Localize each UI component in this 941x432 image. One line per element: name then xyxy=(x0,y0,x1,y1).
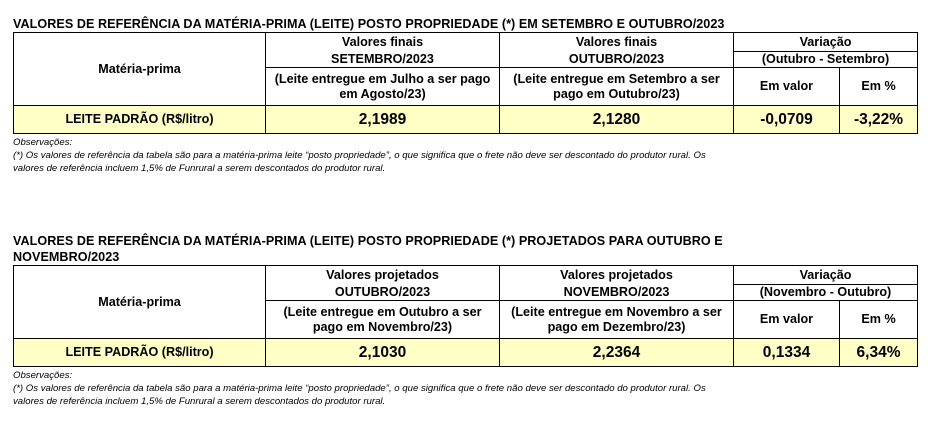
row-label: LEITE PADRÃO (R$/litro) xyxy=(14,339,266,367)
header-col2-note: (Leite entregue em Novembro a ser pago em Dezembro/23) xyxy=(500,301,734,339)
reference-table xyxy=(13,32,918,134)
header-materia-prima: Matéria-prima xyxy=(14,266,266,339)
row-var-pct: 6,34% xyxy=(840,339,918,367)
header-col2-title: Valores projetados xyxy=(500,266,734,285)
obs-title: Observações: xyxy=(13,370,73,381)
header-em-valor: Em valor xyxy=(734,301,840,339)
row-label: LEITE PADRÃO (R$/litro) xyxy=(14,106,266,134)
obs-line1: (*) Os valores de referência da tabela são para a matéria-prima leite “posto propriedade”, o que significa que o frete não deve ser descontado do produtor rural. Os xyxy=(13,383,706,394)
row-var-pct: -3,22% xyxy=(840,106,918,134)
row-val1: 2,1030 xyxy=(266,339,500,367)
header-col2-month: OUTUBRO/2023 xyxy=(500,52,734,68)
header-col2-note: (Leite entregue em Setembro a ser pago em Outubro/23) xyxy=(500,68,734,106)
section-setembro-outubro xyxy=(13,16,928,175)
header-variacao-periodo: (Novembro - Outubro) xyxy=(734,285,918,301)
header-em-pct: Em % xyxy=(840,301,918,339)
table-title-line2: NOVEMBRO/2023 xyxy=(13,250,120,264)
row-var-valor: 0,1334 xyxy=(734,339,840,367)
obs-line1: (*) Os valores de referência da tabela são para a matéria-prima leite “posto propriedade”, o que significa que o frete não deve ser descontado do produtor rural. Os xyxy=(13,150,706,161)
obs-line2: valores de referência incluem 1,5% de Funrural a serem descontados do produtor rural. xyxy=(13,163,386,174)
header-col1-title: Valores finais xyxy=(266,33,500,52)
header-em-pct: Em % xyxy=(840,68,918,106)
header-col1-month: OUTUBRO/2023 xyxy=(266,285,500,301)
header-variacao-periodo: (Outubro - Setembro) xyxy=(734,52,918,68)
header-materia-prima: Matéria-prima xyxy=(14,33,266,106)
header-em-valor: Em valor xyxy=(734,68,840,106)
table-title: VALORES DE REFERÊNCIA DA MATÉRIA-PRIMA (LEITE) POSTO PROPRIEDADE (*) EM SETEMBRO E OUTUBRO/2023 xyxy=(13,17,725,31)
row-val1: 2,1989 xyxy=(266,106,500,134)
reference-table xyxy=(13,265,918,367)
obs-title: Observações: xyxy=(13,137,73,148)
header-col1-note: (Leite entregue em Julho a ser pago em Agosto/23) xyxy=(266,68,500,106)
table-title-line1: VALORES DE REFERÊNCIA DA MATÉRIA-PRIMA (LEITE) POSTO PROPRIEDADE (*) PROJETADOS PARA OUTUBRO E xyxy=(13,234,723,248)
header-col1-month: SETEMBRO/2023 xyxy=(266,52,500,68)
header-col1-note: (Leite entregue em Outubro a ser pago em Novembro/23) xyxy=(266,301,500,339)
header-variacao: Variação xyxy=(734,33,918,52)
row-val2: 2,1280 xyxy=(500,106,734,134)
row-var-valor: -0,0709 xyxy=(734,106,840,134)
observations xyxy=(13,136,928,175)
header-col2-month: NOVEMBRO/2023 xyxy=(500,285,734,301)
section-outubro-novembro xyxy=(13,233,928,408)
obs-line2: valores de referência incluem 1,5% de Funrural a serem descontados do produtor rural. xyxy=(13,396,386,407)
observations xyxy=(13,369,928,408)
row-val2: 2,2364 xyxy=(500,339,734,367)
header-variacao: Variação xyxy=(734,266,918,285)
header-col1-title: Valores projetados xyxy=(266,266,500,285)
header-col2-title: Valores finais xyxy=(500,33,734,52)
